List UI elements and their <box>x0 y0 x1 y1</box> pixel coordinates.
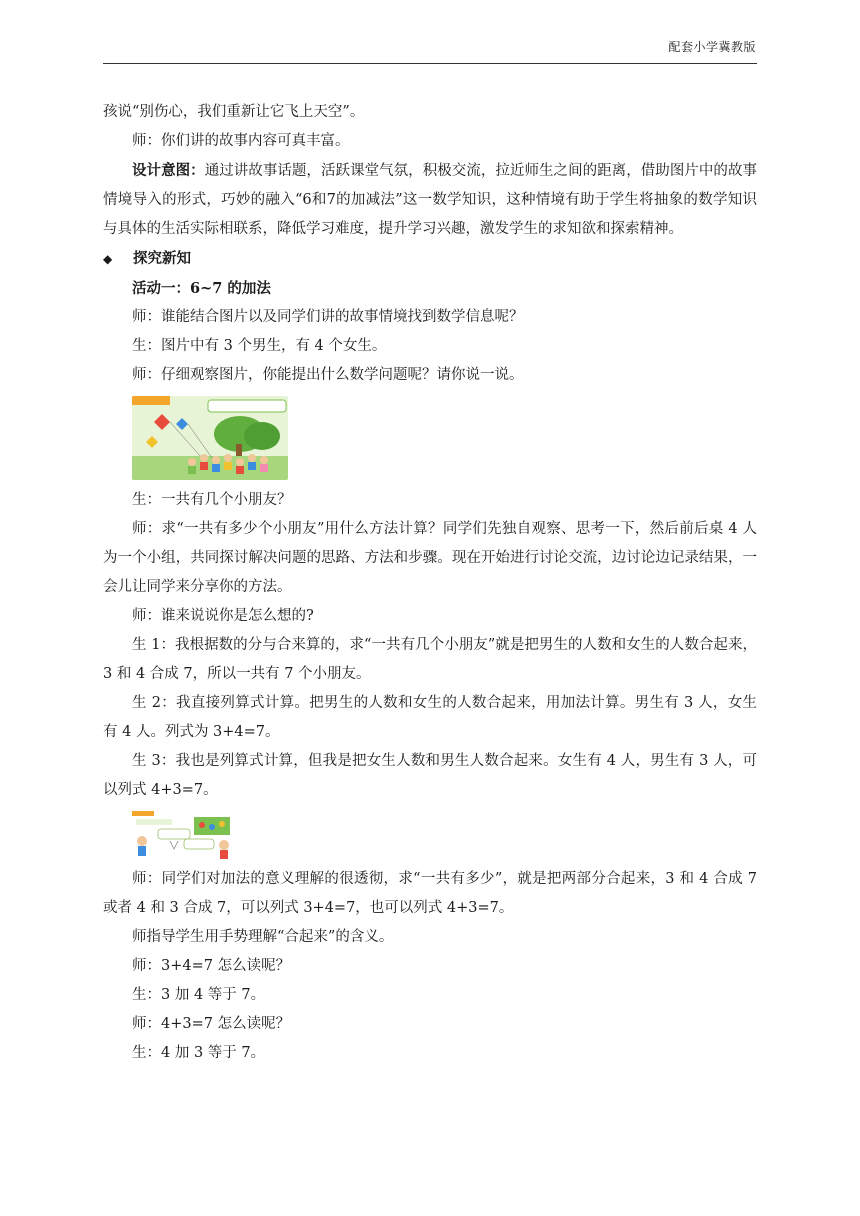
paragraph: 孩说“别伤心，我们重新让它飞上天空”。 <box>103 104 365 120</box>
header-rule <box>103 63 757 64</box>
paragraph: 生：3 加 4 等于 7。 <box>132 987 266 1003</box>
paragraph: 师：3+4=7 怎么读呢？ <box>132 958 291 974</box>
paragraph: 师：仔细观察图片，你能提出什么数学问题呢？请你说一说。 <box>132 367 524 383</box>
section-heading-text: 探究新知 <box>133 250 191 267</box>
paragraph: 师：你们讲的故事内容可真丰富。 <box>132 133 350 149</box>
paragraph: 师：求“一共有多少个小朋友”用什么方法计算？同学们先独自观察、思考一下，然后前后桌 4 人为一个小组，共同探讨解决问题的思路、方法和步骤。现在开始进行讨论交流，边讨论边记录结果，一会儿让同学来分享你的方法。 <box>103 521 757 595</box>
paragraph: 师：同学们对加法的意义理解的很透彻，求“一共有多少”，就是把两部分合起来，3 和 4 合成 7 或者 4 和 3 合成 7，可以列式 3+4=7，也可以列式 4+3=7。 <box>103 871 757 916</box>
paragraph: 生 3：我也是列算式计算，但我是把女生人数和男生人数合起来。女生有 4 人，男生有 3 人，可以列式 4+3=7。 <box>103 753 757 798</box>
diamond-bullet-icon: ◆ <box>103 252 113 266</box>
textbook-illustration-addition <box>132 811 232 859</box>
paragraph: 师指导学生用手势理解“合起来”的含义。 <box>132 929 394 945</box>
addition-discussion-illustration <box>132 811 232 859</box>
kites-scene-illustration <box>132 396 288 480</box>
paragraph: 生 1：我根据数的分与合来算的，求“一共有几个小朋友”就是把男生的人数和女生的人数合起来，3 和 4 合成 7，所以一共有 7 个小朋友。 <box>103 637 757 682</box>
paragraph: 师：4+3=7 怎么读呢？ <box>132 1016 291 1032</box>
paragraph: 生：一共有几个小朋友？ <box>132 492 292 508</box>
paragraph: 师：谁来说说你是怎么想的? <box>132 608 314 624</box>
section-heading <box>103 244 757 274</box>
design-intent-paragraph <box>103 156 757 244</box>
design-intent-label: 设计意图： <box>132 162 205 179</box>
design-intent-body: 通过讲故事话题，活跃课堂气氛，积极交流，拉近师生之间的距离，借助图片中的故事情境导入的形式，巧妙的融入“6和7的加减法”这一数学知识，这种情境有助于学生将抽象的数学知识与具体的生活实际相联系，降低学习难度，提升学习兴趣，激发学生的求知欲和探索精神。 <box>103 163 758 237</box>
paragraph: 生：4 加 3 等于 7。 <box>132 1045 266 1061</box>
header-text: 配套小学冀教版 <box>668 40 756 54</box>
paragraph: 生 2：我直接列算式计算。把男生的人数和女生的人数合起来，用加法计算。男生有 3 人，女生有 4 人。列式为 3+4=7。 <box>103 695 757 740</box>
paragraph: 师：谁能结合图片以及同学们讲的故事情境找到数学信息呢？ <box>132 309 524 325</box>
document-body <box>103 98 757 1068</box>
paragraph: 生：图片中有 3 个男生，有 4 个女生。 <box>132 338 387 354</box>
activity-heading: 活动一：6~7 的加法 <box>132 280 271 297</box>
textbook-illustration-kites <box>132 396 288 480</box>
